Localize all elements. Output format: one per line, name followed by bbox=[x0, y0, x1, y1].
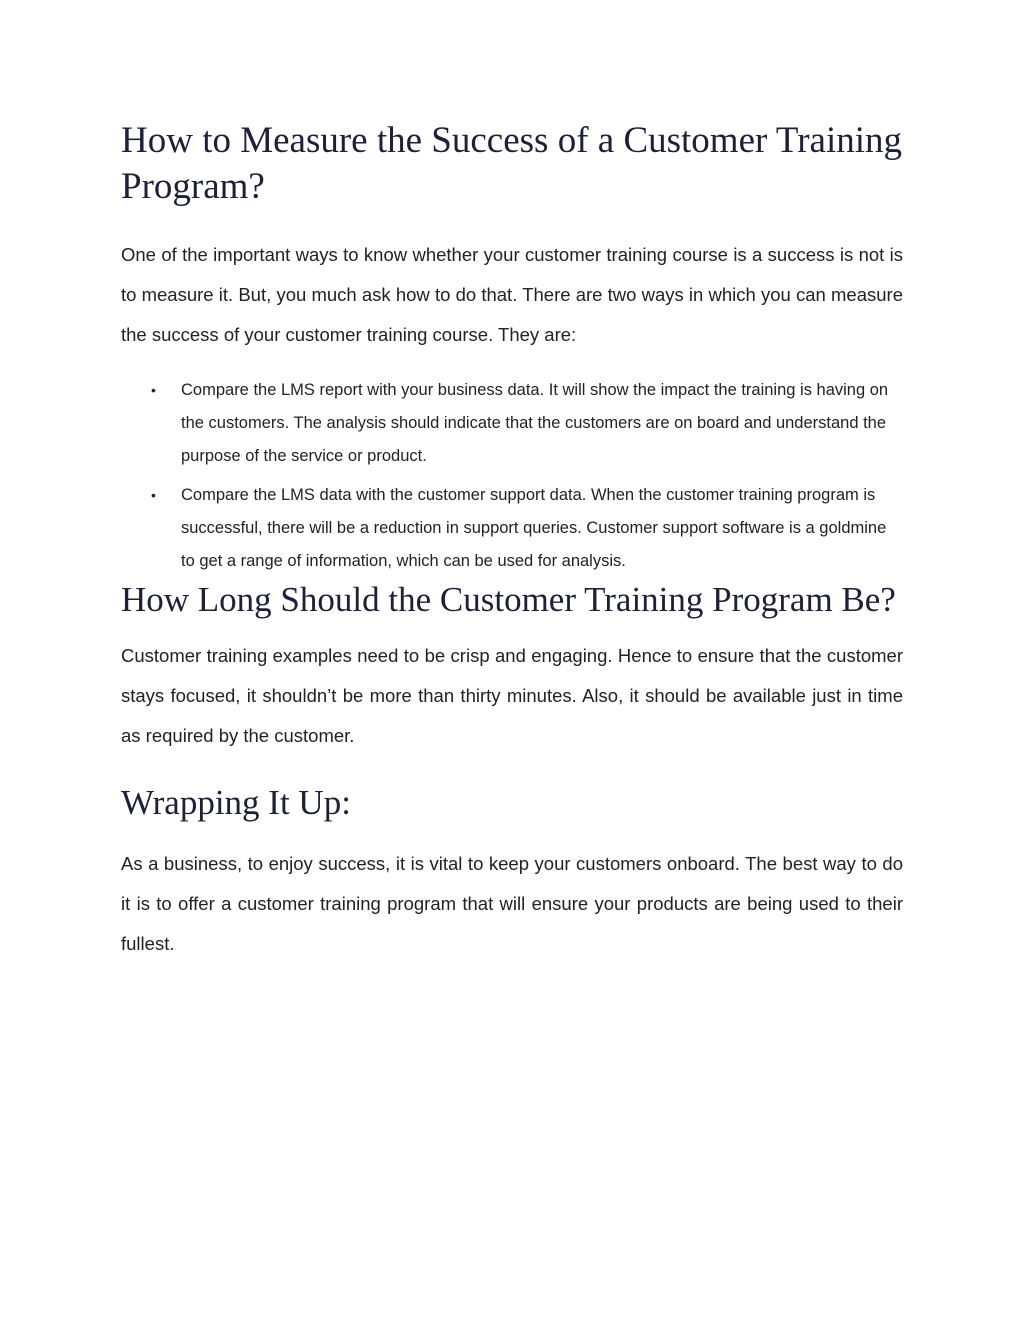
intro-paragraph: One of the important ways to know whether your customer training course is a success is not is to measure it. But, you much ask how to do that. There are two ways in which you can measure the success of your customer training course. They are: bbox=[121, 244, 903, 345]
length-paragraph: Customer training examples need to be crisp and engaging. Hence to ensure that the customer stays focused, it shouldn’t be more than thirty minutes. Also, it should be available just in time as required by the customer. bbox=[121, 645, 903, 746]
bullet-icon: • bbox=[151, 382, 156, 398]
list-item bbox=[121, 479, 903, 578]
page-title: How to Measure the Success of a Customer Training Program? bbox=[121, 120, 903, 207]
bullet-icon: • bbox=[151, 487, 156, 503]
measurement-list bbox=[121, 374, 903, 578]
section-heading-wrapping: Wrapping It Up: bbox=[121, 783, 351, 822]
document-page bbox=[121, 118, 903, 964]
wrapping-paragraph: As a business, to enjoy success, it is vital to keep your customers onboard. The best way to do it is to offer a customer training program that will ensure your products are being used to their fullest. bbox=[121, 853, 903, 954]
list-item-text: Compare the LMS data with the customer support data. When the customer training program is successful, there will be a reduction in support queries. Customer support software is a goldmine to get a range of information, which can be used for analysis. bbox=[181, 486, 887, 570]
section-heading-length: How Long Should the Customer Training Program Be? bbox=[121, 580, 896, 619]
list-item-text: Compare the LMS report with your business data. It will show the impact the training is having on the customers. The analysis should indicate that the customers are on board and understand the purpose of the service or product. bbox=[181, 381, 889, 465]
list-item bbox=[121, 374, 903, 473]
